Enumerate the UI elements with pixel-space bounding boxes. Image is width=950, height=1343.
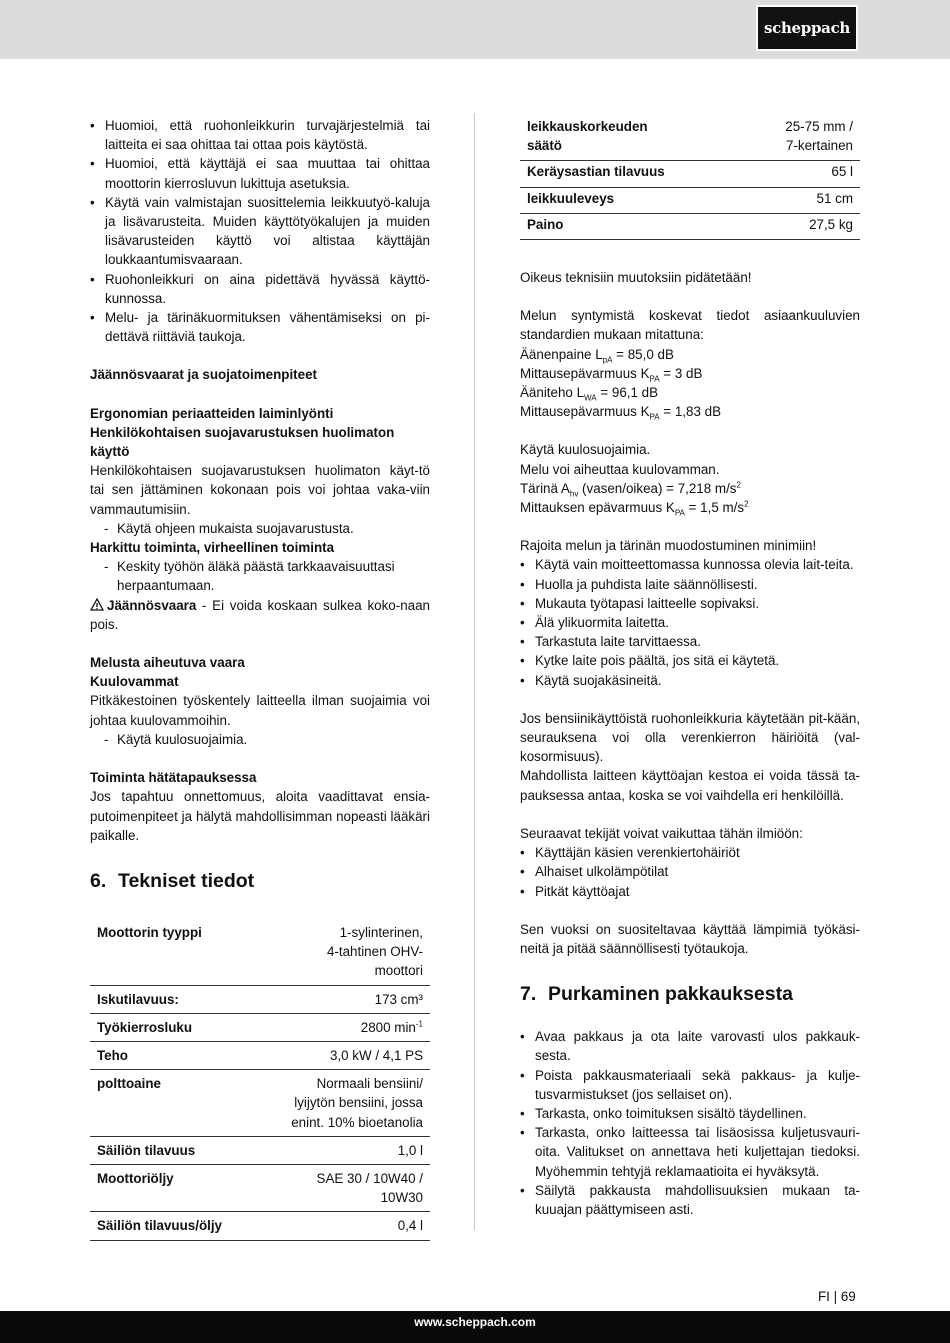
table-row (90, 1136, 430, 1164)
vibration-uncertainty-line: Mittauksen epävarmuus $K_{PA} = 1,5$ $m/s^2$ (520, 499, 749, 518)
spec-value: 3,0 kW / 4,1 PS (256, 1041, 430, 1069)
measurement-line: Mittausepävarmuus $K_{PA} = 1,83$ dB (520, 404, 721, 422)
ergonomics-heading: Ergonomian periaatteiden laiminlyönti (90, 405, 334, 421)
spec-value: 25-75 mm / 7-kertainen (741, 116, 860, 161)
table-row (90, 1070, 430, 1137)
table-row (90, 1013, 430, 1041)
measurement-line: Ääniteho $L_{WA} = 96,1$ dB (520, 385, 659, 403)
list-item: • Huomioi, että ruohonleikkurin turvajärjestelmiä tai laitteita ei saa ohittaa tai ottaa pois käytöstä. (90, 116, 430, 154)
spec-label: Moottoriöljy (90, 1164, 256, 1211)
spec-table (90, 919, 430, 1241)
spec-value: 1-sylinterinen, 4-tahtinen OHV- moottori (256, 919, 430, 985)
warning-triangle-icon (90, 598, 104, 611)
residual-risk-label: Jäännösvaara (107, 597, 197, 613)
residual-risk-note (90, 596, 430, 634)
table-row (90, 1212, 430, 1240)
spec-value: SAE 30 / 10W40 / 10W30 (256, 1164, 430, 1211)
right-column (520, 116, 860, 1219)
website-link[interactable]: www.scheppach.com (414, 1315, 536, 1329)
residual-risk-text: - Ei voida koskaan sulkea koko-naan pois. (90, 597, 430, 632)
spec-value: 1,0 l (256, 1136, 430, 1164)
list-item: • Tarkastuta laite tarvittaessa. (520, 632, 860, 651)
list-item: • Tarkasta, onko laitteessa tai lisäosissa kuljetusvauri-oita. Valitukset on annettava heti kuljettajan tiedoksi. Myöhemmin tehtyjä reklamaatioita ei hyväksytä. (520, 1123, 860, 1181)
hearing-damage-line: Melu voi aiheuttaa kuulovamman. (520, 461, 720, 477)
table-row (90, 985, 430, 1013)
spec-label: Moottorin tyyppi (90, 919, 256, 985)
table-row (520, 116, 860, 161)
list-item: • Melu- ja tärinäkuormituksen vähentämiseksi on pi-dettävä riittäviä taukoja. (90, 308, 430, 346)
measurement-line: Äänenpaine $L_{pA} = 85,0$ dB (520, 346, 674, 365)
spec-value: 51 cm (741, 187, 860, 213)
list-item: • Alhaiset ulkolämpötilat (520, 862, 860, 881)
list-item: • Avaa pakkaus ja ota laite varovasti ulos pakkauk-sesta. (520, 1027, 860, 1065)
spec-table-continued (520, 116, 860, 240)
unpack-list (520, 1027, 860, 1219)
ppe-dash-item: - Käytä ohjeen mukaista suojavarustusta. (90, 519, 430, 538)
table-row (520, 161, 860, 187)
list-item: • Huolla ja puhdista laite säännöllisesti. (520, 575, 860, 594)
table-row (90, 1041, 430, 1069)
factors-heading: Seuraavat tekijät voivat vaikuttaa tähän ilmiöön: (520, 825, 803, 841)
page-number: FI | 69 (818, 1289, 856, 1304)
list-item: • Käytä suojakäsineitä. (520, 671, 860, 690)
section-6-heading: 6. Tekniset tiedot (90, 869, 255, 892)
list-item: • Tarkasta, onko toimituksen sisältö täydellinen. (520, 1104, 860, 1123)
ppe-heading: Henkilökohtaisen suojavarustuksen huolimaton käyttö (90, 424, 395, 460)
spec-label: polttoaine (90, 1070, 256, 1137)
spec-label: Työkierrosluku (90, 1013, 256, 1041)
list-item: • Käyttäjän käsien verenkiertohäiriöt (520, 843, 860, 862)
ear-protection-line: Käytä kuulosuojaimia. (520, 442, 651, 458)
list-item: • Säilytä pakkausta mahdollisuuksien mukaan ta-kuuajan päättymiseen asti. (520, 1181, 860, 1219)
noise-text: Pitkäkestoinen työskentely laitteella ilman suojaimia voi johtaa kuulovammoihin. (90, 693, 430, 728)
noise-heading: Melusta aiheutuva vaara (90, 655, 245, 671)
rights-note: Oikeus teknisiin muutoksiin pidätetään! (520, 270, 752, 286)
spec-label: Keräysastian tilavuus (520, 161, 741, 187)
spec-value: 2800 $\min^{-1}$ (256, 1013, 430, 1041)
list-item: • Älä ylikuormita laitetta. (520, 613, 860, 632)
spec-value: 173 cm³ (256, 985, 430, 1013)
spec-label: leikkuuleveys (520, 187, 741, 213)
spec-label: Teho (90, 1041, 256, 1069)
limit-list (520, 555, 860, 689)
list-item: • Poista pakkausmateriaali sekä pakkaus- ja kulje-tusvarmistukset (jos sellaiset on). (520, 1066, 860, 1104)
spec-value: 27,5 kg (741, 213, 860, 239)
duration-text: Mahdollista laitteen käyttöajan kestoa ei voida tässä ta-pauksessa antaa, koska se voi vaihdella eri henkilöillä. (520, 768, 860, 803)
spec-label: Paino (520, 213, 741, 239)
list-item: • Käytä vain valmistajan suosittelemia leikkuutyö-kaluja ja lisävarusteita. Muiden käyttötyökalujen ja muiden lisävarusteiden käyttö voi altistaa käyttäjän loukkaantumisvaaraan. (90, 193, 430, 270)
table-row (90, 919, 430, 985)
circulation-text: Jos bensiinikäyttöistä ruohonleikkuria käytetään pit-kään, seurauksena voi olla verenkierron häiriöitä (val-kosormisuus). (520, 710, 860, 765)
spec-label: Iskutilavuus: (90, 985, 256, 1013)
vibration-line: Tärinä $A_{hv}$ (vasen/oikea) = 7,218 $m/s^2$ (520, 480, 741, 499)
spec-label: leikkauskorkeuden säätö (520, 116, 741, 161)
limit-heading: Rajoita melun ja tärinän muodostuminen minimiin! (520, 538, 817, 554)
careless-heading: Harkittu toiminta, virheellinen toiminta (90, 540, 335, 556)
list-item: • Käytä vain moitteettomassa kunnossa olevia lait-teita. (520, 555, 860, 574)
factors-list (520, 843, 860, 901)
scheppach-logo: scheppach (756, 5, 858, 51)
spec-label: Säiliön tilavuus (90, 1136, 256, 1164)
spec-label: Säiliön tilavuus/öljy (90, 1212, 256, 1240)
table-row (520, 187, 860, 213)
footer-bar (0, 1311, 950, 1343)
careless-dash-item: - Keskity työhön äläkä päästä tarkkaavaisuuttasi herpaantumaan. (90, 557, 430, 595)
safety-bullet-list (90, 116, 430, 346)
ppe-text: Henkilökohtaisen suojavarustuksen huolimaton käyt-tö tai sen jättäminen kokonaan pois voi johtaa vaka-viin vammautumisiin. (90, 463, 430, 517)
table-row (90, 1164, 430, 1211)
column-divider (474, 113, 475, 1230)
spec-value: Normaali bensiini/ lyijytön bensiini, jossa enint. 10% bioetanolia (256, 1070, 430, 1137)
left-column (90, 116, 430, 1241)
list-item: • Ruohonleikkuri on aina pidettävä hyvässä käyttö-kunnossa. (90, 270, 430, 308)
gloves-text: Sen vuoksi on suositeltavaa käyttää lämpimiä työkäsi-neitä ja pitää säännöllisesti työtaukoja. (520, 921, 860, 956)
emergency-heading: Toiminta hätätapauksessa (90, 770, 257, 786)
table-row (520, 213, 860, 239)
residual-risks-heading: Jäännösvaarat ja suojatoimenpiteet (90, 367, 317, 383)
spec-value: 65 l (741, 161, 860, 187)
noise-dash-item: - Käytä kuulosuojaimia. (90, 730, 430, 749)
spec-value: 0,4 l (256, 1212, 430, 1240)
hearing-heading: Kuulovammat (90, 674, 179, 690)
list-item: • Mukauta työtapasi laitteelle sopivaksi. (520, 594, 860, 613)
section-7-heading: 7. Purkaminen pakkauksesta (520, 983, 793, 1006)
list-item: • Kytke laite pois päältä, jos sitä ei käytetä. (520, 651, 860, 670)
noise-intro: Melun syntymistä koskevat tiedot asiaankuuluvien standardien mukaan mitattuna: (520, 308, 860, 343)
list-item: • Huomioi, että käyttäjä ei saa muuttaa tai ohittaa moottorin kierrosluvun lukittuja asetuksia. (90, 154, 430, 192)
measurement-line: Mittausepävarmuus $K_{PA} = 3$ dB (520, 365, 703, 384)
list-item: • Pitkät käyttöajat (520, 882, 860, 901)
emergency-text: Jos tapahtuu onnettomuus, aloita vaadittavat ensia-putoimenpiteet ja hälytä mahdollisimman nopeasti lääkäri paikalle. (90, 789, 430, 843)
